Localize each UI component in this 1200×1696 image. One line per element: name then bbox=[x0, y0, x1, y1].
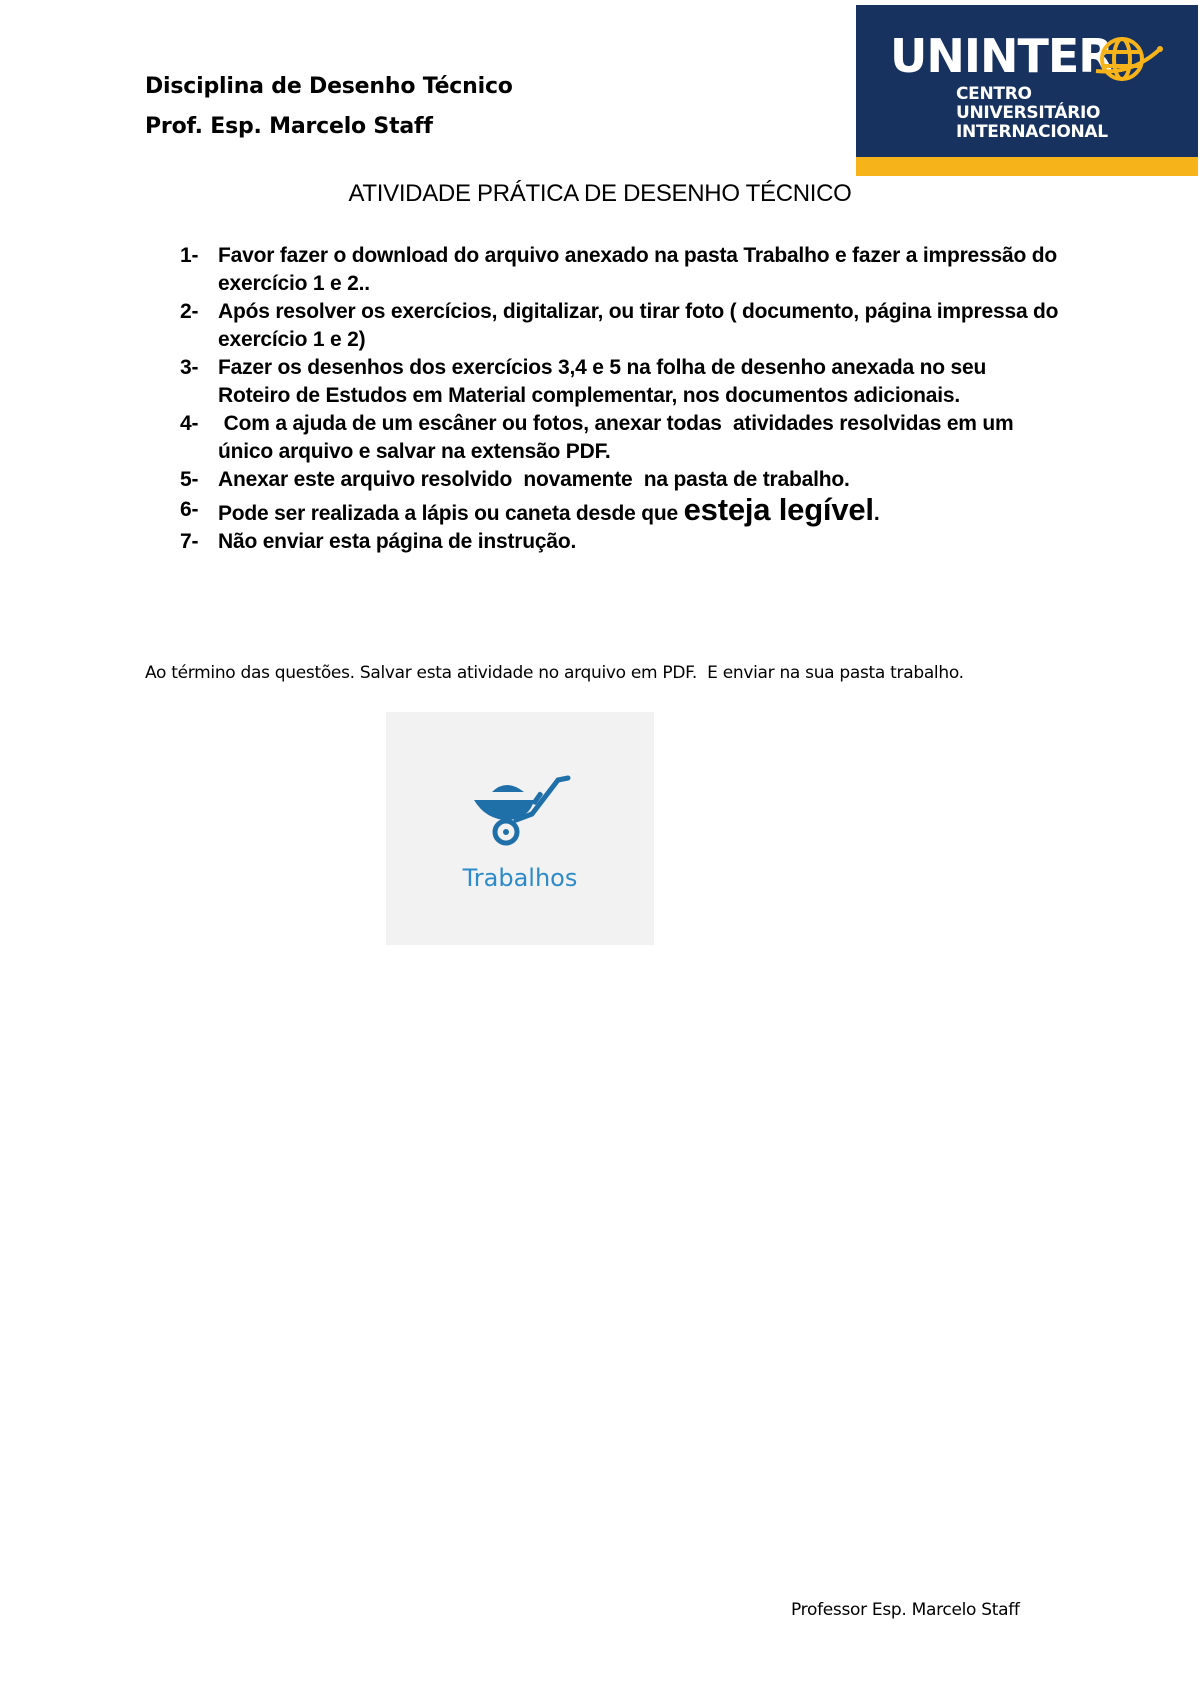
instruction-number: 7- bbox=[180, 530, 199, 553]
instruction-text: Após resolver os exercícios, digitalizar, ou tirar foto ( documento, página impressa do exercício 1 e 2) bbox=[218, 300, 1059, 351]
globe-icon bbox=[1092, 35, 1164, 85]
instruction-number: 2- bbox=[180, 300, 199, 323]
logo-accent-bar bbox=[856, 157, 1198, 176]
logo-line-internacional: INTERNACIONAL bbox=[956, 122, 1108, 142]
instruction-number: 1- bbox=[180, 244, 199, 267]
logo-line-centro: CENTRO bbox=[956, 84, 1032, 104]
instruction-text: Fazer os desenhos dos exercícios 3,4 e 5 na folha de desenho anexada no seu Roteiro de Estudos em Material complementar, nos documentos adicionais. bbox=[218, 356, 987, 407]
instruction-number: 5- bbox=[180, 468, 199, 491]
signature: Professor Esp. Marcelo Staff bbox=[791, 1600, 1020, 1620]
instruction-text: Com a ajuda de um escâner ou fotos, anexar todas atividades resolvidas em um único arquivo e salvar na extensão PDF. bbox=[218, 412, 1020, 463]
trabalhos-label: Trabalhos bbox=[462, 864, 578, 892]
instruction-text: Não enviar esta página de instrução. bbox=[218, 530, 577, 553]
instruction-suffix: . bbox=[873, 502, 880, 525]
discipline-heading: Disciplina de Desenho Técnico bbox=[145, 74, 513, 99]
logo-line-universitario: UNIVERSITÁRIO bbox=[956, 103, 1101, 123]
instruction-item bbox=[180, 528, 1060, 556]
instruction-text: Anexar este arquivo resolvido novamente na pasta de trabalho. bbox=[218, 468, 850, 491]
instruction-text: Pode ser realizada a lápis ou caneta desde que bbox=[218, 502, 684, 525]
instruction-number: 3- bbox=[180, 356, 199, 379]
footer-note: Ao término das questões. Salvar esta atividade no arquivo em PDF. E enviar na sua pasta trabalho. bbox=[145, 663, 964, 683]
logo-wordmark: UNINTER bbox=[890, 29, 1113, 83]
instruction-item bbox=[180, 492, 1060, 528]
instruction-number: 6- bbox=[180, 498, 199, 521]
instruction-item bbox=[180, 242, 1060, 298]
professor-heading: Prof. Esp. Marcelo Staff bbox=[145, 114, 433, 139]
page-title-text: ATIVIDADE PRÁTICA DE DESENHO TÉCNICO bbox=[348, 180, 852, 207]
instruction-emphasis: esteja legível bbox=[683, 492, 874, 527]
instruction-item bbox=[180, 298, 1060, 354]
instruction-item bbox=[180, 466, 1060, 494]
instruction-number: 4- bbox=[180, 412, 199, 435]
instruction-item bbox=[180, 410, 1060, 466]
page-title bbox=[0, 180, 1200, 208]
instruction-item bbox=[180, 354, 1060, 410]
trabalhos-card bbox=[386, 712, 654, 945]
uninter-logo bbox=[856, 5, 1198, 176]
instruction-text: Favor fazer o download do arquivo anexado na pasta Trabalho e fazer a impressão do exercício 1 e 2.. bbox=[218, 244, 1057, 295]
instructions-list bbox=[180, 242, 1060, 556]
wheelbarrow-icon bbox=[472, 770, 572, 850]
